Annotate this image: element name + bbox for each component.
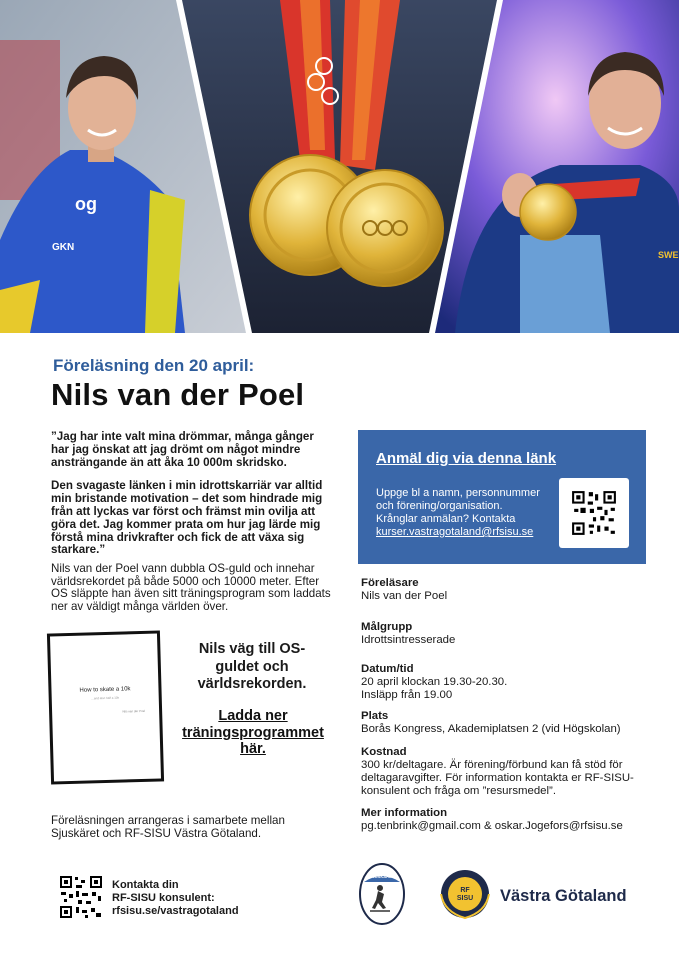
info-lecturer-value: Nils van der Poel — [361, 590, 448, 602]
info-place-label: Plats — [361, 710, 389, 722]
info-place — [361, 710, 651, 736]
info-more-value[interactable]: pg.tenbrink@gmail.com & oskar.Jogefors@rfsisu.se — [361, 820, 623, 832]
info-cost-value: 300 kr/deltagare. Är förening/förbund kan få stöd för deltagaravgifter. För information kontakta er RF-SISU-konsulent och fråga om ”resursmedel”. — [361, 759, 634, 797]
contact-qr-code-icon[interactable] — [58, 874, 104, 920]
contact-consultant-text — [112, 879, 239, 918]
info-datetime-value: 20 april klockan 19.30-20.30. — [361, 676, 508, 688]
region-logo-text: Västra Götaland — [500, 887, 627, 905]
svg-text:og: og — [75, 194, 97, 214]
hero-illustration — [0, 0, 679, 333]
info-datetime — [361, 663, 651, 702]
signup-line-1: Uppge bl a namn, personnummer — [376, 487, 540, 499]
training-program-thumbnail[interactable] — [47, 630, 164, 784]
info-cost-label: Kostnad — [361, 746, 407, 758]
bio-paragraph: Nils van der Poel vann dubbla OS-guld och innehar världsrekordet på både 5000 och 10000 meter. Efter OS släppte han även sitt träningsprogram som laddats ner av väldigt många världen över. — [51, 562, 331, 613]
club-logo-name: SJUSKÄRET — [369, 874, 395, 879]
contact-url-link[interactable]: rfsisu.se/vastragotaland — [112, 905, 239, 917]
info-lecturer — [361, 577, 651, 603]
signup-qr-code-icon[interactable] — [559, 478, 629, 548]
lecture-date-subtitle: Föreläsning den 20 april: — [53, 356, 255, 375]
info-audience-label: Målgrupp — [361, 621, 413, 633]
signup-box — [358, 430, 646, 564]
info-more — [361, 807, 651, 833]
info-more-label: Mer information — [361, 807, 448, 819]
signup-line-3: Krånglar anmälan? Kontakta — [376, 513, 516, 525]
svg-text:GKN: GKN — [52, 242, 75, 253]
download-training-program-link[interactable]: Ladda ner träningsprogrammet här. — [182, 708, 324, 757]
info-audience — [361, 621, 651, 647]
page-title: Nils van der Poel — [51, 377, 305, 412]
sjuskaret-club-logo — [358, 862, 406, 926]
signup-email-link[interactable]: kurser.vastragotaland@rfsisu.se — [376, 526, 534, 538]
info-entry-value: Insläpp från 19.00 — [361, 689, 453, 701]
svg-text:SWE: SWE — [658, 250, 679, 260]
contact-line-2: RF-SISU konsulent: — [112, 892, 215, 904]
svg-text:RF: RF — [460, 887, 470, 894]
quote-paragraph-2: Den svagaste länken i min idrottskarriär var alltid min bristande motivation – det som hindrade mig från att lyckas var först och främst min ovilja att göra det. Jag kommer prata om hur jag lärde mig förstå mina drivkrafter och fick de att växa sig starkare.” — [51, 479, 323, 557]
quote-block — [51, 431, 326, 557]
info-cost — [361, 746, 651, 798]
doc-author: Nils van der Poel — [122, 708, 146, 714]
arranged-by-text: Föreläsningen arrangeras i samarbete mellan Sjuskäret och RF-SISU Västra Götaland. — [51, 814, 285, 840]
info-lecturer-label: Föreläsare — [361, 577, 419, 589]
doc-subtitle: ...and also half a 10k — [91, 695, 120, 701]
signup-link[interactable]: Anmäl dig via denna länk — [376, 450, 557, 467]
info-place-value: Borås Kongress, Akademiplatsen 2 (vid Högskolan) — [361, 723, 621, 735]
contact-line-1: Kontakta din — [112, 879, 179, 891]
quote-paragraph-1: ”Jag har inte valt mina drömmar, många gånger har jag önskat att jag drömt om något mindre ansträngande än att åka 10 000m skridsko. — [51, 430, 314, 469]
svg-text:SISU: SISU — [456, 895, 474, 902]
signup-line-2: och förening/organisation. — [376, 500, 503, 512]
rf-sisu-logo — [436, 868, 494, 920]
path-to-gold-text: Nils väg till OS-guldet och världsrekorden. — [197, 641, 307, 692]
doc-title: How to skate a 10k — [79, 686, 131, 694]
info-audience-value: Idrottsintresserade — [361, 634, 456, 646]
signup-description — [376, 487, 561, 539]
info-datetime-label: Datum/tid — [361, 663, 414, 675]
hero-photo-collage — [0, 0, 679, 333]
